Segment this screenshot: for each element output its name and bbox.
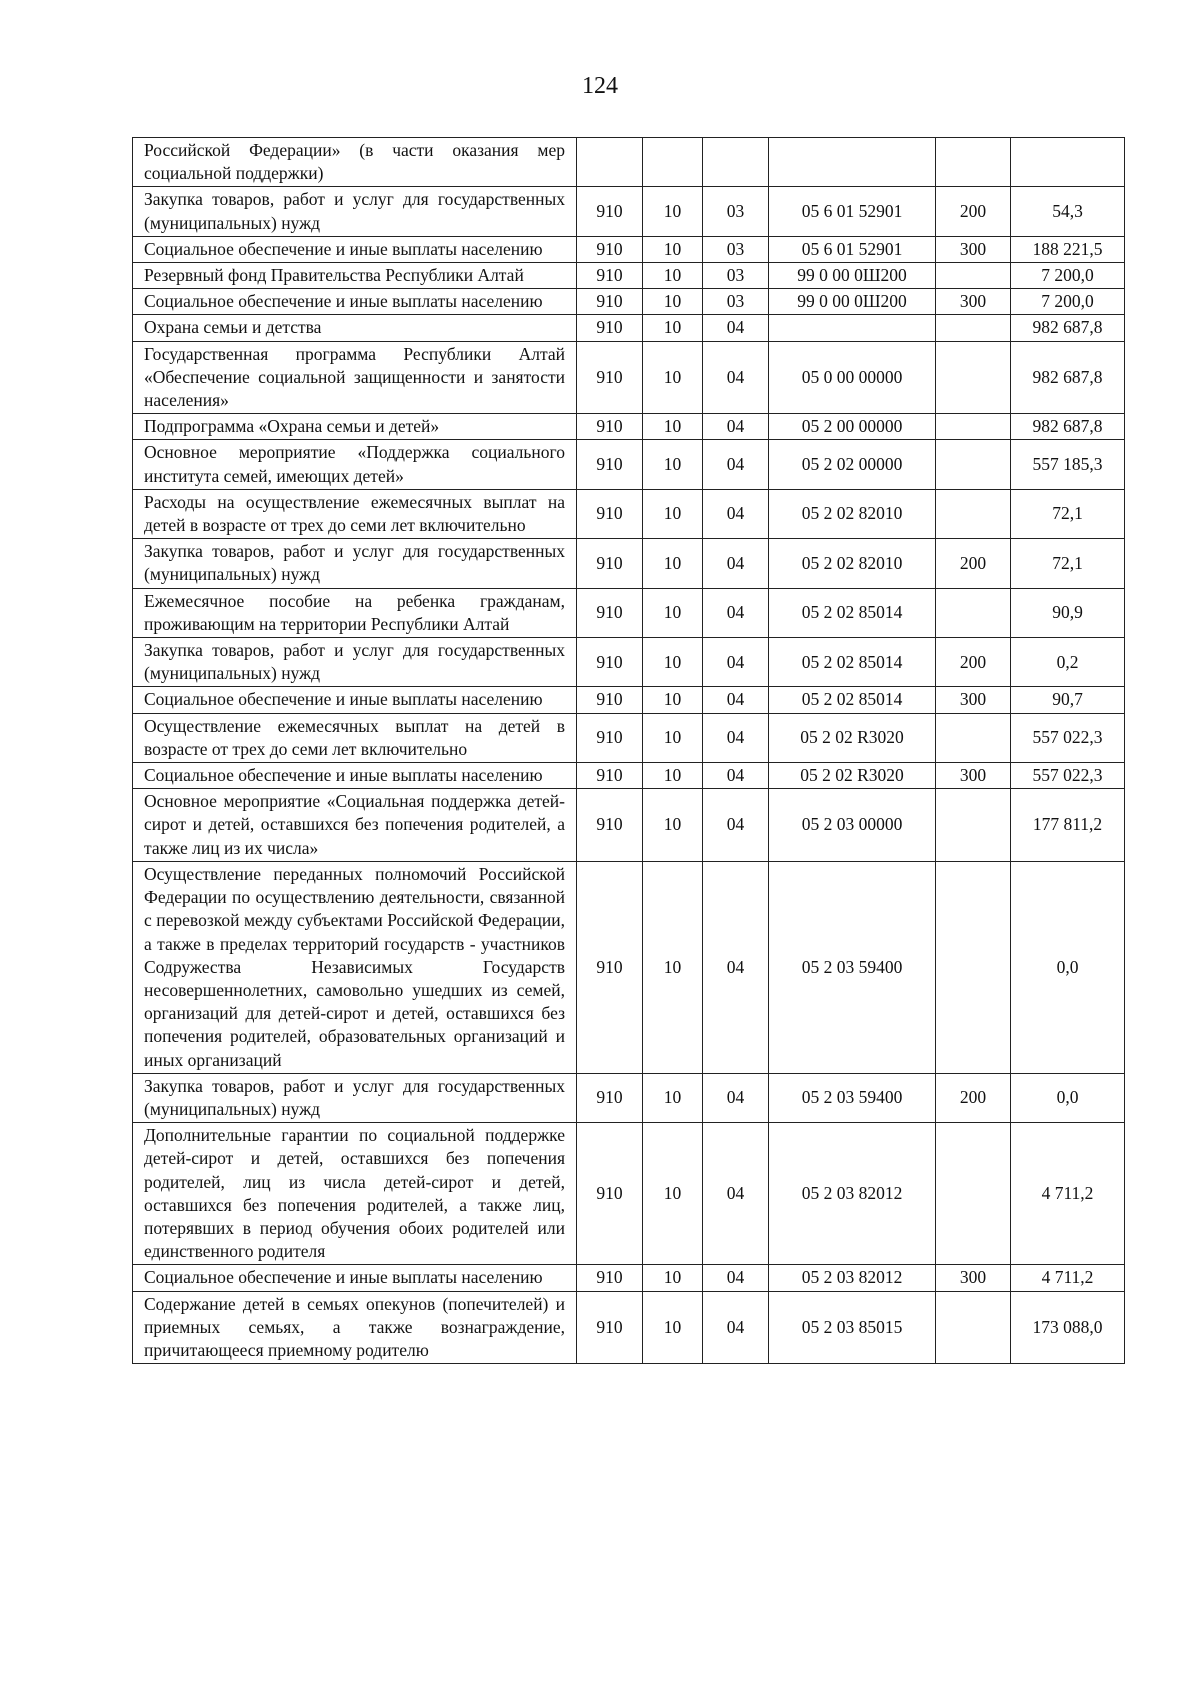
table-row — [133, 440, 1125, 489]
table-row — [133, 789, 1125, 862]
section-code-cell: 10 — [643, 341, 703, 414]
department-code-cell: 910 — [577, 789, 643, 862]
section-code-cell: 10 — [643, 713, 703, 762]
target-article-cell: 05 2 03 59400 — [769, 861, 936, 1073]
row-name-cell: Закупка товаров, работ и услуг для государственных (муниципальных) нужд — [133, 1073, 577, 1122]
table-row — [133, 1073, 1125, 1122]
expense-type-cell: 300 — [936, 1265, 1011, 1291]
subsection-code-cell: 04 — [703, 341, 769, 414]
section-code-cell: 10 — [643, 1291, 703, 1364]
expense-type-cell — [936, 861, 1011, 1073]
section-code-cell: 10 — [643, 1123, 703, 1265]
amount-cell: 177 811,2 — [1011, 789, 1125, 862]
expense-type-cell — [936, 414, 1011, 440]
expense-type-cell — [936, 263, 1011, 289]
amount-cell: 90,9 — [1011, 588, 1125, 637]
amount-cell: 0,0 — [1011, 1073, 1125, 1122]
expense-type-cell: 200 — [936, 187, 1011, 236]
department-code-cell: 910 — [577, 638, 643, 687]
table-row — [133, 263, 1125, 289]
department-code-cell: 910 — [577, 1265, 643, 1291]
subsection-code-cell — [703, 138, 769, 187]
table-row — [133, 713, 1125, 762]
row-name-cell: Охрана семьи и детства — [133, 315, 577, 341]
amount-cell: 4 711,2 — [1011, 1123, 1125, 1265]
row-name-cell: Основное мероприятие «Социальная поддержка детей-сирот и детей, оставшихся без попечения родителей, а также лиц из их числа» — [133, 789, 577, 862]
target-article-cell: 05 6 01 52901 — [769, 236, 936, 262]
row-name-cell: Закупка товаров, работ и услуг для государственных (муниципальных) нужд — [133, 539, 577, 588]
subsection-code-cell: 04 — [703, 638, 769, 687]
department-code-cell: 910 — [577, 315, 643, 341]
expense-type-cell — [936, 789, 1011, 862]
amount-cell: 72,1 — [1011, 489, 1125, 538]
target-article-cell — [769, 315, 936, 341]
subsection-code-cell: 04 — [703, 1265, 769, 1291]
subsection-code-cell: 04 — [703, 861, 769, 1073]
subsection-code-cell: 04 — [703, 1291, 769, 1364]
row-name-cell: Ежемесячное пособие на ребенка гражданам, проживающим на территории Республики Алтай — [133, 588, 577, 637]
expense-type-cell: 300 — [936, 763, 1011, 789]
section-code-cell: 10 — [643, 687, 703, 713]
table-row — [133, 638, 1125, 687]
expense-type-cell: 300 — [936, 236, 1011, 262]
amount-cell: 557 022,3 — [1011, 713, 1125, 762]
section-code-cell: 10 — [643, 414, 703, 440]
row-name-cell: Государственная программа Республики Алтай «Обеспечение социальной защищенности и занятости населения» — [133, 341, 577, 414]
table-row — [133, 414, 1125, 440]
department-code-cell: 910 — [577, 187, 643, 236]
section-code-cell: 10 — [643, 638, 703, 687]
target-article-cell: 05 2 00 00000 — [769, 414, 936, 440]
department-code-cell: 910 — [577, 489, 643, 538]
expense-type-cell — [936, 1123, 1011, 1265]
table-row — [133, 1265, 1125, 1291]
row-name-cell: Расходы на осуществление ежемесячных выплат на детей в возрасте от трех до семи лет включительно — [133, 489, 577, 538]
target-article-cell: 05 2 02 82010 — [769, 489, 936, 538]
table-row — [133, 1123, 1125, 1265]
target-article-cell: 05 2 02 00000 — [769, 440, 936, 489]
row-name-cell: Социальное обеспечение и иные выплаты населению — [133, 289, 577, 315]
expense-type-cell — [936, 713, 1011, 762]
expense-type-cell: 300 — [936, 687, 1011, 713]
section-code-cell — [643, 138, 703, 187]
target-article-cell: 05 6 01 52901 — [769, 187, 936, 236]
department-code-cell: 910 — [577, 414, 643, 440]
target-article-cell: 05 2 02 R3020 — [769, 713, 936, 762]
amount-cell: 982 687,8 — [1011, 414, 1125, 440]
department-code-cell: 910 — [577, 763, 643, 789]
department-code-cell: 910 — [577, 263, 643, 289]
target-article-cell: 99 0 00 0Ш200 — [769, 289, 936, 315]
expense-type-cell — [936, 341, 1011, 414]
subsection-code-cell: 04 — [703, 489, 769, 538]
target-article-cell: 05 2 02 82010 — [769, 539, 936, 588]
department-code-cell: 910 — [577, 687, 643, 713]
row-name-cell: Социальное обеспечение и иные выплаты населению — [133, 1265, 577, 1291]
target-article-cell: 05 2 03 59400 — [769, 1073, 936, 1122]
subsection-code-cell: 04 — [703, 440, 769, 489]
subsection-code-cell: 03 — [703, 263, 769, 289]
subsection-code-cell: 03 — [703, 187, 769, 236]
row-name-cell: Закупка товаров, работ и услуг для государственных (муниципальных) нужд — [133, 638, 577, 687]
row-name-cell: Российской Федерации» (в части оказания мер социальной поддержки) — [133, 138, 577, 187]
section-code-cell: 10 — [643, 289, 703, 315]
expense-type-cell — [936, 138, 1011, 187]
target-article-cell: 99 0 00 0Ш200 — [769, 263, 936, 289]
target-article-cell: 05 2 02 85014 — [769, 588, 936, 637]
subsection-code-cell: 04 — [703, 789, 769, 862]
department-code-cell: 910 — [577, 440, 643, 489]
expense-type-cell: 200 — [936, 539, 1011, 588]
subsection-code-cell: 04 — [703, 763, 769, 789]
table-row — [133, 588, 1125, 637]
department-code-cell: 910 — [577, 539, 643, 588]
expense-type-cell: 200 — [936, 1073, 1011, 1122]
section-code-cell: 10 — [643, 763, 703, 789]
target-article-cell: 05 2 02 85014 — [769, 638, 936, 687]
target-article-cell: 05 2 02 85014 — [769, 687, 936, 713]
department-code-cell: 910 — [577, 236, 643, 262]
target-article-cell: 05 2 03 82012 — [769, 1123, 936, 1265]
table-row — [133, 1291, 1125, 1364]
department-code-cell: 910 — [577, 341, 643, 414]
target-article-cell: 05 0 00 00000 — [769, 341, 936, 414]
table-body — [133, 138, 1125, 1364]
section-code-cell: 10 — [643, 588, 703, 637]
table-row — [133, 341, 1125, 414]
row-name-cell: Содержание детей в семьях опекунов (попечителей) и приемных семьях, а также вознаграждение, причитающееся приемному родителю — [133, 1291, 577, 1364]
expense-type-cell: 300 — [936, 289, 1011, 315]
section-code-cell: 10 — [643, 187, 703, 236]
row-name-cell: Осуществление переданных полномочий Российской Федерации по осуществлению деятельности, связанной с перевозкой между субъектами Российской Федерации, а также в пределах территорий государств - участников Содружества Независимых Государств несовершеннолетних, самовольно ушедших из семей, организаций для детей-сирот и детей, оставшихся без попечения родителей, образовательных организаций и иных организаций — [133, 861, 577, 1073]
target-article-cell: 05 2 03 82012 — [769, 1265, 936, 1291]
expense-type-cell: 200 — [936, 638, 1011, 687]
target-article-cell: 05 2 02 R3020 — [769, 763, 936, 789]
amount-cell: 7 200,0 — [1011, 289, 1125, 315]
table-row — [133, 687, 1125, 713]
amount-cell: 557 022,3 — [1011, 763, 1125, 789]
section-code-cell: 10 — [643, 1265, 703, 1291]
table-row — [133, 861, 1125, 1073]
subsection-code-cell: 04 — [703, 1073, 769, 1122]
amount-cell: 7 200,0 — [1011, 263, 1125, 289]
row-name-cell: Осуществление ежемесячных выплат на детей в возрасте от трех до семи лет включительно — [133, 713, 577, 762]
amount-cell: 54,3 — [1011, 187, 1125, 236]
row-name-cell: Подпрограмма «Охрана семьи и детей» — [133, 414, 577, 440]
table-row — [133, 539, 1125, 588]
expense-type-cell — [936, 440, 1011, 489]
target-article-cell: 05 2 03 00000 — [769, 789, 936, 862]
amount-cell: 0,0 — [1011, 861, 1125, 1073]
department-code-cell: 910 — [577, 1073, 643, 1122]
table-row — [133, 138, 1125, 187]
department-code-cell: 910 — [577, 1123, 643, 1265]
amount-cell: 982 687,8 — [1011, 341, 1125, 414]
amount-cell: 557 185,3 — [1011, 440, 1125, 489]
subsection-code-cell: 04 — [703, 713, 769, 762]
table-row — [133, 315, 1125, 341]
subsection-code-cell: 03 — [703, 236, 769, 262]
department-code-cell: 910 — [577, 289, 643, 315]
row-name-cell: Дополнительные гарантии по социальной поддержке детей-сирот и детей, оставшихся без попечения родителей, лиц из числа детей-сирот и детей, оставшихся без попечения родителей, а также лиц, потерявших в период обучения обоих родителей или единственного родителя — [133, 1123, 577, 1265]
section-code-cell: 10 — [643, 789, 703, 862]
department-code-cell: 910 — [577, 1291, 643, 1364]
section-code-cell: 10 — [643, 1073, 703, 1122]
subsection-code-cell: 04 — [703, 539, 769, 588]
section-code-cell: 10 — [643, 489, 703, 538]
amount-cell — [1011, 138, 1125, 187]
expense-type-cell — [936, 1291, 1011, 1364]
table-row — [133, 236, 1125, 262]
page-number: 124 — [582, 73, 618, 99]
table-row — [133, 489, 1125, 538]
target-article-cell — [769, 138, 936, 187]
section-code-cell: 10 — [643, 236, 703, 262]
amount-cell: 90,7 — [1011, 687, 1125, 713]
department-code-cell — [577, 138, 643, 187]
row-name-cell: Социальное обеспечение и иные выплаты населению — [133, 687, 577, 713]
table-row — [133, 187, 1125, 236]
budget-table — [132, 137, 1125, 1364]
department-code-cell: 910 — [577, 713, 643, 762]
section-code-cell: 10 — [643, 440, 703, 489]
department-code-cell: 910 — [577, 588, 643, 637]
expense-type-cell — [936, 588, 1011, 637]
expense-type-cell — [936, 315, 1011, 341]
row-name-cell: Закупка товаров, работ и услуг для государственных (муниципальных) нужд — [133, 187, 577, 236]
amount-cell: 0,2 — [1011, 638, 1125, 687]
target-article-cell: 05 2 03 85015 — [769, 1291, 936, 1364]
row-name-cell: Резервный фонд Правительства Республики Алтай — [133, 263, 577, 289]
subsection-code-cell: 04 — [703, 687, 769, 713]
table-row — [133, 763, 1125, 789]
section-code-cell: 10 — [643, 539, 703, 588]
amount-cell: 173 088,0 — [1011, 1291, 1125, 1364]
subsection-code-cell: 03 — [703, 289, 769, 315]
section-code-cell: 10 — [643, 861, 703, 1073]
amount-cell: 188 221,5 — [1011, 236, 1125, 262]
section-code-cell: 10 — [643, 263, 703, 289]
amount-cell: 72,1 — [1011, 539, 1125, 588]
subsection-code-cell: 04 — [703, 414, 769, 440]
row-name-cell: Основное мероприятие «Поддержка социального института семей, имеющих детей» — [133, 440, 577, 489]
table-row — [133, 289, 1125, 315]
expense-type-cell — [936, 489, 1011, 538]
amount-cell: 4 711,2 — [1011, 1265, 1125, 1291]
subsection-code-cell: 04 — [703, 588, 769, 637]
subsection-code-cell: 04 — [703, 1123, 769, 1265]
subsection-code-cell: 04 — [703, 315, 769, 341]
section-code-cell: 10 — [643, 315, 703, 341]
department-code-cell: 910 — [577, 861, 643, 1073]
row-name-cell: Социальное обеспечение и иные выплаты населению — [133, 236, 577, 262]
amount-cell: 982 687,8 — [1011, 315, 1125, 341]
row-name-cell: Социальное обеспечение и иные выплаты населению — [133, 763, 577, 789]
